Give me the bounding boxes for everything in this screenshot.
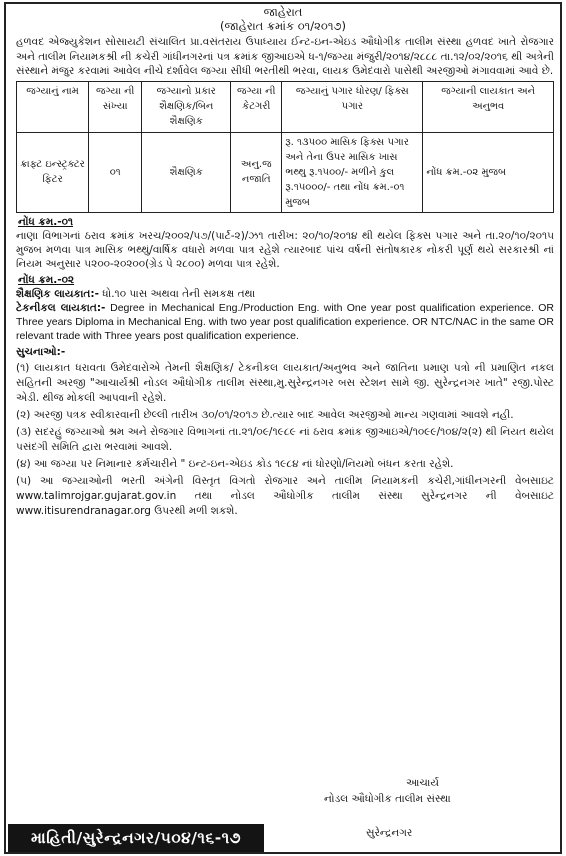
technical-text: Degree in Mechanical Eng./Production Eng. with One year post qualification experience. OR Three years Diploma in Mechanical Eng. with two year post qualification experience. OR NTC/NAC in the same OR relevant trade with Three years post qualification experience. [16,301,554,342]
cell-post-name: ક્રાફ્ટ ઇન્સ્ટ્રક્ટર ફિટર [17,132,89,212]
page-title: જાહેરાત [263,5,303,19]
advertisement-number: (જાહેરાત ક્રમાંક ૦૧/૨૦૧૭) [220,19,346,33]
footer-reference: માહિતી/સુરેન્દ્રનગર/૫૦૪/૧૬-૧૭ [8,824,264,852]
signature-role: આચાર્ય [406,777,439,789]
table-row [17,132,554,212]
header-qualification: જગ્યાની લાયકાત અને અનુભવ [423,81,554,132]
list-item: (૪) આ જગ્યા પર નિમાનાર કર્મચારીને " ઇન્ટ-ઇન-એઇડ કોડ ૧૯૮૪ નાં ધોરણો/નિયમો બંધન કરતા રહેશે. [16,457,454,470]
instructions-heading: સુચનાઓ:- [16,345,66,358]
table-header-row [17,81,554,132]
cell-post-category: અનુ.જ નજાતિ [231,132,282,212]
cell-pay-scale: રૂ. ૧૩૫૦૦ માસિક ફિક્સ પગાર અને તેના ઉપર માસિક ખાસ ભથ્થુ રૂ.૧૫૦૦/- મળીને કુલ રૂ.૧૫૦૦૦/- તથા નોંધ ક્રમ.-૦૧ મુજબ [282,132,423,212]
list-item: (૧) લાયકાત ધરાવતા ઉમેદવારોએ તેમની શૈક્ષણિક/ ટેકનીકલ લાયકાત/અનુભવ અને જાતિના પ્રમાણ પત્રો ની પ્રમાણિત નકલ સહિતની અરજી "આચાર્યશ્રી નોડલ ઔધોગીક તાલીમ સંસ્થા,મુ.સુરેન્દ્રનગર બસ સ્ટેશન સામે જી. સુરેન્દ્રનગર ખાતે" રજી.પોસ્ટ એડી. થીજ મોકલી આપવાની રહેશે. [16,361,554,404]
header-pay-scale: જગ્યાનું પગાર ધોરણ/ ફિક્સ પગાર [282,81,423,132]
signature-place: સુરેન્દ્રનગર [366,827,413,839]
technical-qualification [6,301,560,343]
note1-text: નાણા વિભાગનાં ઠરાવ ક્રમાંક ખરચ/૨૦૦૨/૫૭/(પાર્ટ-૨)/ઝ૧ તારીખ: ૨૦/૧૦/૨૦૧૪ થી થયેલ ફિક્સ પગાર અને તા.૨૦/૧૦/૨૦૧૫ મુજબ મળવા પાત્ર માસિક ભથ્થું/વાર્ષિક વધારો મળવા પાત્ર રહેશે ત્યારબાદ પાંચ વર્ષની સંતોષકારક નોકરી પૂર્ણ થયે સરકારશ્રી નાં નિયમ અનુસાર ૫૨૦૦-૨૦૨૦૦(ગ્રેડ પે ૨૮૦૦) મળવા પાત્ર રહેશે. [16,229,554,270]
intro-paragraph: હળવદ એજ્યુકેશન સોસાયટી સંચાલિત પ્રા.વસંતરાય ઉપાધ્યાય ઈન્ટ-ઇન-એઇડ ઔધોગીક તાલીમ સંસ્થા હળવદ ખાતે રોજગાર અને તાલીમ નિયામકશ્રી ની કચેરી ગાંધીનગરનાં પત્ર ક્રમાંક જીઆઇએ ધ-૧/જગ્યા મંજુરી/૨૦૧૪/૨૮૮૮ તા.૧૨/૦૨/૨૦૧૬ થી અત્રેની સંસ્થાને મંજુર કરવામાં આવેલ નીચે દર્શાવેલ જગ્યા સીધી ભરતીથી ભરવા, લાયક ઉમેદવારો પાસેથી અરજીઓ મંગાવવામાં આવે છે. [16,36,554,77]
list-item: (૨) અરજી પત્રક સ્વીકારવાની છેલ્લી તારીખ ૩૦/૦૧/૨૦૧૭ છે.ત્યાર બાદ આવેલ અરજીઓ માન્ય ગણવામાં આવશે નહી. [16,408,514,421]
education-label: શૈક્ષણિક લાયકાત:- [16,287,99,300]
header-post-category: જગ્યા ની કેટગરી [231,81,282,132]
education-qualification [6,287,560,301]
list-item: (૫) આ જગ્યાઓની ભરતી અંગેની વિસ્તૃત વિગતો રોજગાર અને તાલીમ નિયામકની કચેરી,ગાંધીનગરની વેબસાઇટ www.talimrojgar.gujarat.gov.in તથા નોડલ ઔધોગીક તાલીમ સંસ્થા સુરેન્દ્રનગર ની વેબસાઇટ www.itisurendranagar.org ઉપરથી મળી શકશે. [16,474,554,517]
header-post-count: જગ્યા ની સંખ્યા [89,81,142,132]
header-post-type: જગ્યાનો પ્રકાર શૈક્ષણિક/બિન શૈક્ષણિક [142,81,231,132]
advertisement-page [4,2,562,854]
note1-heading: નોંધ ક્રમ.-૦૧ [18,215,74,228]
list-item: (૩) સદરહું જગ્યાઓ શ્રમ અને રોજગાર વિભાગનાં તા.૨૧/૦૯/૧૯૮૯ નાં ઠરાવ ક્રમાંક જીઆઇએ/૧૦૯૯/૧૦૪/૨(૨) થી નિયત થયેલ પસંદગી સમિતિ દ્વારા ભરવામાં આવશે. [16,425,554,453]
signature-institution: નોડલ ઔધોગીક તાલીમ સંસ્થા [324,793,451,805]
note2-heading: નોંધ ક્રમ.-૦૨ [18,273,75,286]
header-post-name: જગ્યાનું નામ [17,81,89,132]
instructions-section [6,343,560,519]
cell-post-count: ૦૧ [89,132,142,212]
cell-post-type: શૈક્ષણિક [142,132,231,212]
cell-qualification: નોંધ ક્રમ.-૦૨ મુજબ [423,132,554,212]
vacancy-table [16,81,554,213]
technical-label: ટેકનીકલ લાયકાત:- [16,301,106,314]
education-text: ધો.૧૦ પાસ અથવા તેની સમકક્ષ તથા [102,287,256,300]
